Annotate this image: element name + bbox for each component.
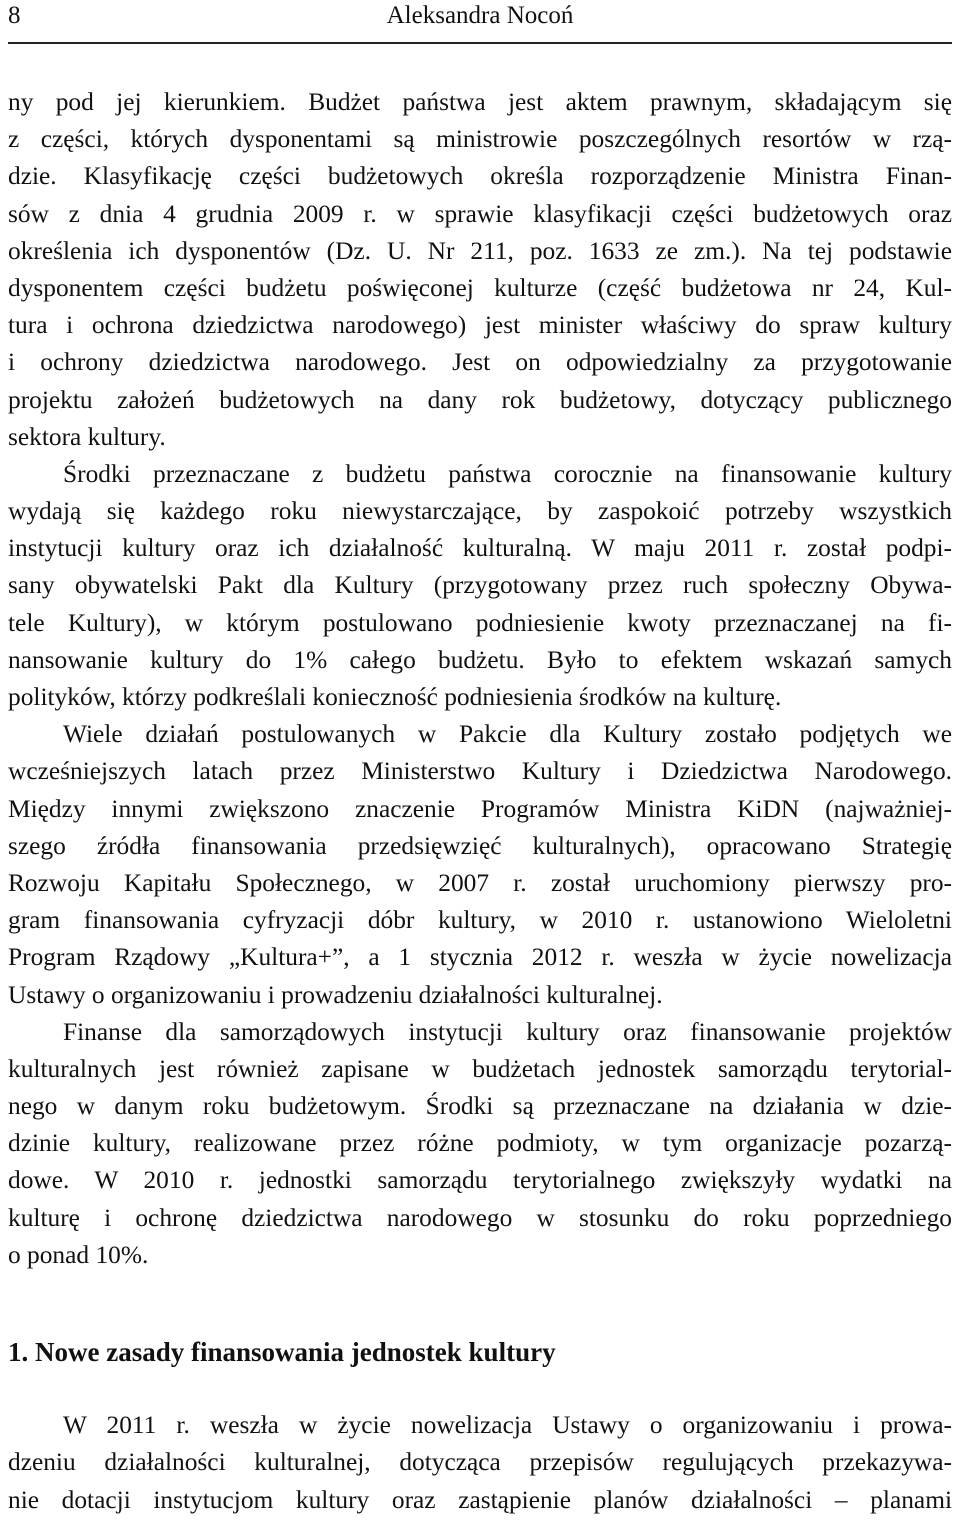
text-line: szego źródła finansowania przedsięwzięć kulturalnych), opracowano Strategię (8, 831, 952, 860)
text-line: dzinie kultury, realizowane przez różne podmioty, w tym organizacje pozarzą- (8, 1129, 952, 1158)
text-line: kulturalnych jest również zapisane w budżetach jednostek samorządu terytorial- (8, 1054, 952, 1083)
text-line: Między innymi zwiększono znaczenie Programów Ministra KiDN (najważniej- (8, 794, 952, 823)
text-line: dzeniu działalności kulturalnej, dotycząca przepisów regulujących przekazywa- (8, 1448, 952, 1477)
text-line: z części, których dysponentami są ministrowie poszczególnych resortów w rzą- (8, 125, 952, 154)
section-heading: 1. Nowe zasady finansowania jednostek kultury (8, 1337, 556, 1367)
text-line: polityków, którzy podkreślali konieczność podniesienia środków na kulturę. (8, 683, 782, 711)
text-line: dzie. Klasyfikację części budżetowych określa rozporządzenie Ministra Finan- (8, 162, 952, 191)
running-header (8, 0, 952, 44)
document-body (8, 84, 952, 1519)
text-line: sany obywatelski Pakt dla Kultury (przygotowany przez ruch społeczny Obywa- (8, 571, 952, 600)
paragraph (8, 456, 952, 716)
text-line: tele Kultury), w którym postulowano podniesienie kwoty przeznaczanej na fi- (8, 608, 952, 637)
text-line: gram finansowania cyfryzacji dóbr kultury, w 2010 r. ustanowiono Wieloletni (8, 906, 952, 935)
paragraph (8, 716, 952, 1014)
text-line: nie dotacji instytucjom kultury oraz zastąpienie planów działalności – planami (8, 1485, 952, 1514)
text-line: określenia ich dysponentów (Dz. U. Nr 211, poz. 1633 ze zm.). Na tej podstawie (8, 236, 952, 265)
text-line: Rozwoju Kapitału Społecznego, w 2007 r. został uruchomiony pierwszy pro- (8, 868, 952, 897)
text-line: Finanse dla samorządowych instytucji kultury oraz finansowanie projektów (63, 1017, 952, 1046)
text-line: Wiele działań postulowanych w Pakcie dla Kultury zostało podjętych we (63, 720, 952, 749)
text-line: sektora kultury. (8, 422, 166, 451)
paragraph (8, 84, 952, 456)
text-line: Środki przeznaczane z budżetu państwa corocznie na finansowanie kultury (63, 459, 952, 488)
text-line: W 2011 r. weszła w życie nowelizacja Ustawy o organizowaniu i prowa- (63, 1411, 952, 1440)
text-line: Program Rządowy „Kultura+”, a 1 stycznia 2012 r. weszła w życie nowelizacja (8, 943, 952, 972)
text-line: projektu założeń budżetowych na dany rok budżetowy, dotyczący publicznego (8, 385, 952, 414)
text-line: dowe. W 2010 r. jednostki samorządu terytorialnego zwiększyły wydatki na (8, 1166, 952, 1195)
text-line: wcześniejszych latach przez Ministerstwo Kultury i Dziedzictwa Narodowego. (8, 757, 952, 786)
text-line: ny pod jej kierunkiem. Budżet państwa jest aktem prawnym, składającym się (8, 88, 952, 116)
paragraphs (8, 84, 952, 1274)
text-line: instytucji kultury oraz ich działalność kulturalną. W maju 2011 r. został podpi- (8, 534, 952, 563)
text-line: nansowanie kultury do 1% całego budżetu. Było to efektem wskazań samych (8, 645, 952, 674)
text-line: Ustawy o organizowaniu i prowadzeniu działalności kulturalnej. (8, 980, 663, 1009)
text-line: dysponentem części budżetu poświęconej kulturze (część budżetowa nr 24, Kul- (8, 273, 952, 302)
text-line: nego w danym roku budżetowym. Środki są przeznaczane na działania w dzie- (8, 1092, 952, 1121)
text-line: tura i ochrona dziedzictwa narodowego) jest minister właściwy do spraw kultury (8, 311, 952, 340)
text-line: i ochrony dziedzictwa narodowego. Jest on odpowiedzialny za przygotowanie (8, 348, 952, 377)
text-line: o ponad 10%. (8, 1240, 149, 1269)
text-line: kulturę i ochronę dziedzictwa narodowego w stosunku do roku poprzedniego (8, 1203, 952, 1232)
running-header-author: Aleksandra Nocoń (386, 2, 574, 29)
paragraph (8, 1014, 952, 1274)
page-number: 8 (8, 2, 21, 29)
text-line: wydają się każdego roku niewystarczające, by zaspokoić potrzeby wszystkich (8, 497, 952, 526)
text-line: sów z dnia 4 grudnia 2009 r. w sprawie klasyfikacji części budżetowych oraz (8, 199, 952, 228)
section-paragraph (8, 1407, 952, 1519)
